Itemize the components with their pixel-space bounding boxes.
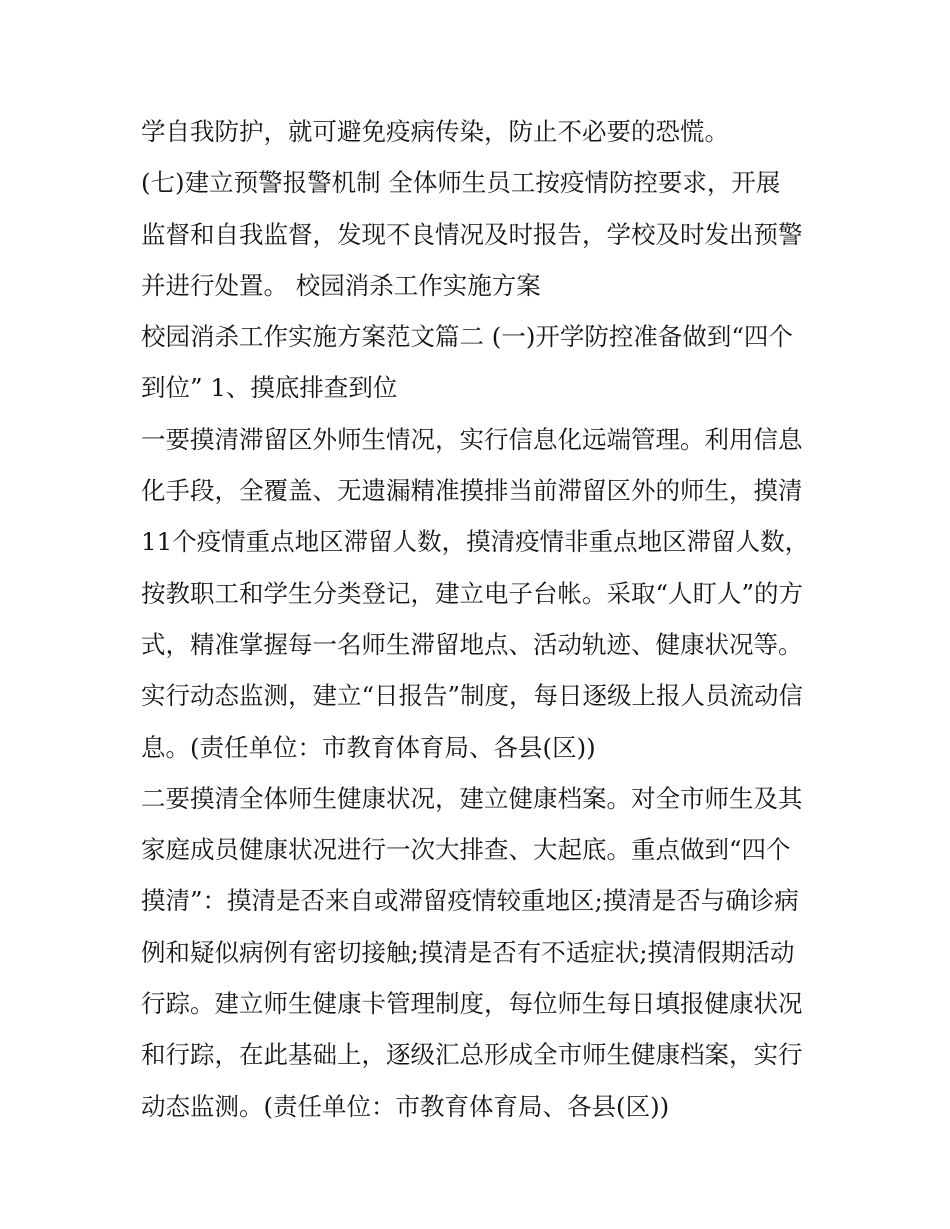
text-line: 例和疑似病例有密切接触;摸清是否有不适症状;摸清假期活动 [141, 937, 795, 967]
text-line: 息。(责任单位：市教育体育局、各县(区)) [141, 732, 596, 762]
text-line: 按教职工和学生分类登记，建立电子台帐。采取“人盯人”的方 [141, 578, 804, 608]
text-line: 和行踪，在此基础上，逐级汇总形成全市师生健康档案，实行 [141, 1040, 803, 1070]
text-line: (七)建立预警报警机制 全体师生员工按疫情防控要求，开展 [141, 168, 781, 198]
text-line: 一要摸清滞留区外师生情况，实行信息化远端管理。利用信息 [141, 424, 803, 454]
text-line: 式，精准掌握每一名师生滞留地点、活动轨迹、健康状况等。 [141, 629, 803, 659]
text-line: 二要摸清全体师生健康状况，建立健康档案。对全市师生及其 [141, 783, 803, 813]
text-line: 校园消杀工作实施方案范文篇二 (一)开学防控准备做到“四个 [141, 322, 793, 352]
text-line: 化手段，全覆盖、无遗漏精准摸排当前滞留区外的师生，摸清 [141, 476, 803, 506]
text-line: 11个疫情重点地区滞留人数，摸清疫情非重点地区滞留人数， [141, 527, 810, 557]
text-line: 行踪。建立师生健康卡管理制度，每位师生每日填报健康状况 [141, 989, 803, 1019]
text-line: 并进行处置。 校园消杀工作实施方案 [141, 270, 541, 300]
document-body [141, 106, 821, 1132]
text-line: 动态监测。(责任单位：市教育体育局、各县(区)) [141, 1091, 670, 1121]
text-line: 摸清”：摸清是否来自或滞留疫情较重地区;摸清是否与确诊病 [141, 886, 799, 916]
text-line: 监督和自我监督，发现不良情况及时报告，学校及时发出预警 [141, 219, 803, 249]
text-line: 实行动态监测，建立“日报告”制度，每日逐级上报人员流动信 [141, 681, 804, 711]
text-line: 到位” 1、摸底排查到位 [141, 373, 398, 403]
text-line: 学自我防护，就可避免疫病传染，防止不必要的恐慌。 [141, 117, 729, 146]
text-line: 家庭成员健康状况进行一次大排查、大起底。重点做到“四个 [141, 835, 791, 865]
